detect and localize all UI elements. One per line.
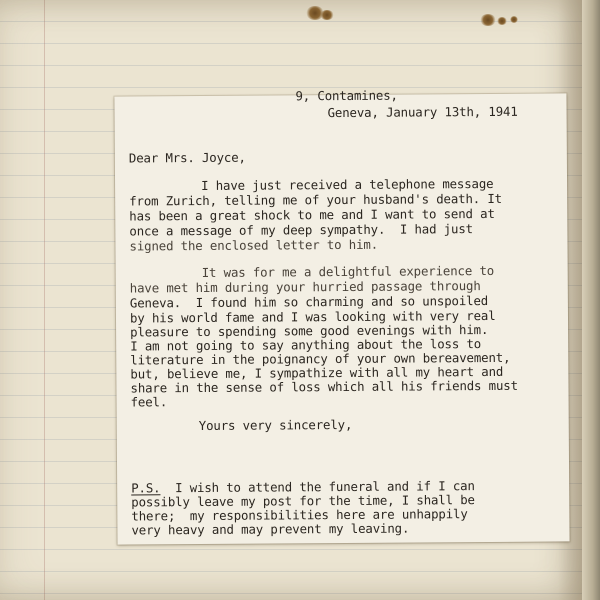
paragraph-1-line-4: once a message of my deep sympathy. I had just [129, 221, 473, 239]
address-line-2: Geneva, January 13th, 1941 [327, 103, 518, 121]
postscript-line-2: possibly leave my post for the time, I shall be [131, 492, 475, 510]
paragraph-1-line-5: signed the enclosed letter to him. [129, 236, 379, 254]
postscript-text-1: I wish to attend the funeral and if I can [174, 478, 475, 496]
paragraph-2-line-7: literature in the poignancy of your own bereavement, [130, 349, 511, 368]
book-edge [582, 0, 600, 600]
paragraph-2-line-8: but, believe me, I sympathize with all my heart and [130, 363, 504, 382]
paragraph-2-line-2: have met him during your hurried passage through [129, 278, 481, 296]
paragraph-2-line-5: pleasure to spending some good evenings with him. [130, 321, 489, 340]
paragraph-1-line-3: has been a great shock to me and I want to send at [129, 205, 495, 224]
closing: Yours very sincerely, [198, 416, 353, 434]
paragraph-2-line-4: by his world fame and I was looking with very real [129, 307, 496, 326]
paragraph-2-line-9: share in the sense of loss which all his friends must [130, 377, 518, 396]
address-line-1: 9, Contamines, [295, 87, 398, 104]
paragraph-2-line-3: Geneva. I found him so charming and so unspoiled [129, 292, 489, 311]
stain-mark-5 [510, 16, 518, 23]
stain-mark-2 [320, 10, 334, 20]
postscript-line-3: there; my responsibilities here are unhappily [131, 506, 468, 524]
postscript-label: P.S. [131, 480, 161, 496]
paragraph-1-line-1: I have just received a telephone message [201, 175, 494, 193]
paragraph-2-line-6: I am not going to say anything about the loss to [130, 336, 482, 354]
paragraph-1-line-2: from Zurich, telling me of your husband's death. It [129, 190, 503, 209]
paragraph-2-line-10: feel. [130, 394, 168, 410]
typed-letter-sheet [114, 87, 569, 544]
stain-mark-3 [480, 14, 496, 26]
salutation: Dear Mrs. Joyce, [128, 149, 246, 166]
postscript-line-4: very heavy and may prevent my leaving. [131, 520, 410, 538]
paragraph-2-line-1: It was for me a delightful experience to [201, 262, 495, 280]
stain-mark-4 [497, 17, 507, 25]
